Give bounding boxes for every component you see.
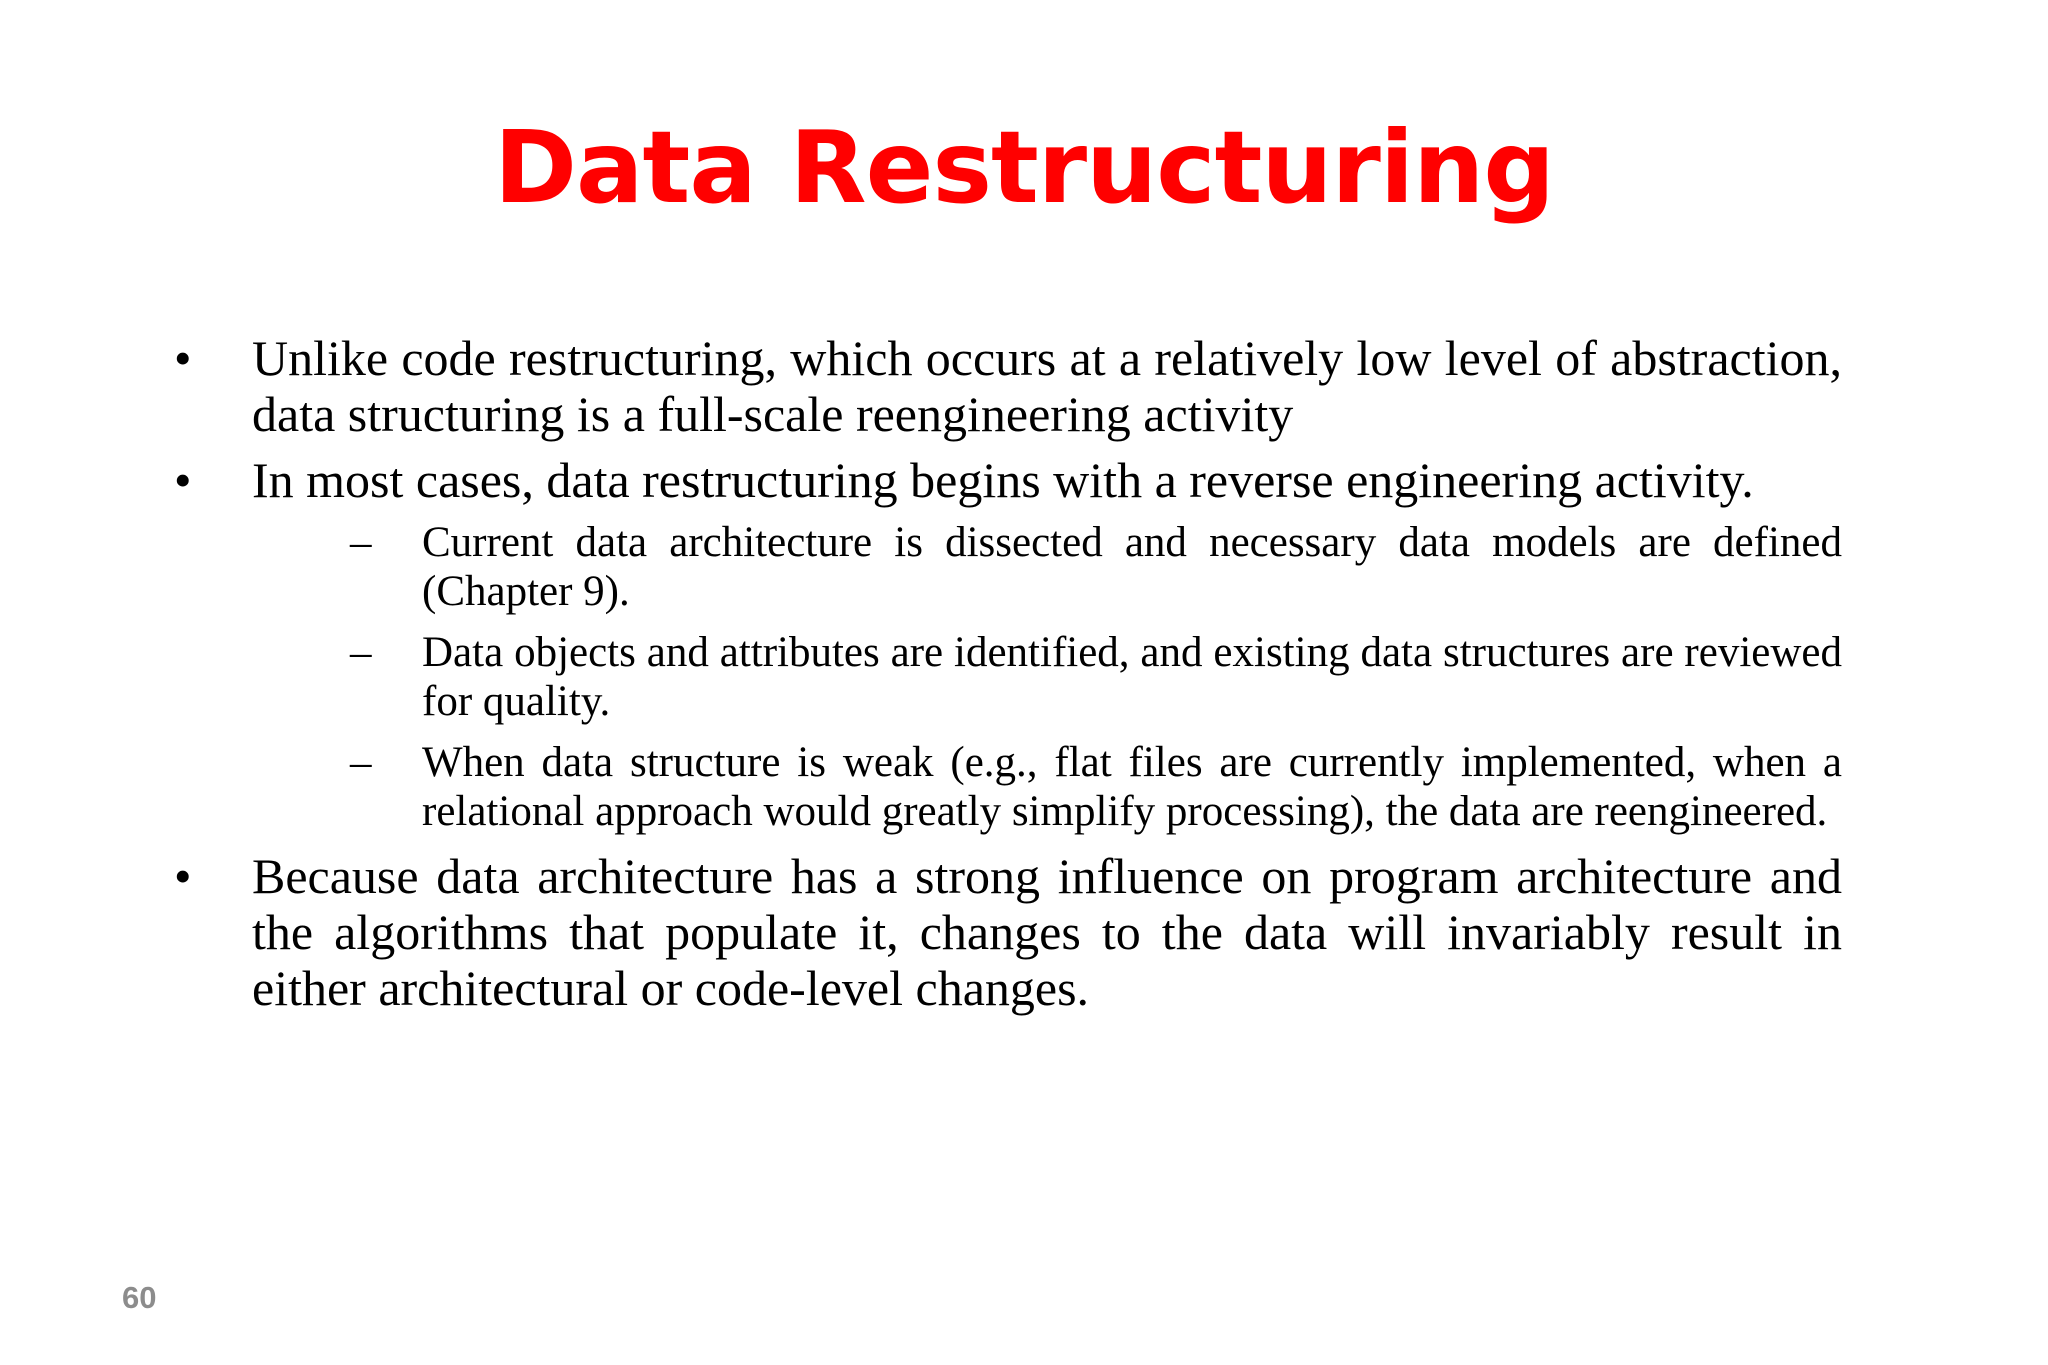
- bullet-list: [170, 330, 1842, 1026]
- bullet-marker: •: [174, 452, 192, 508]
- bullet-text: In most cases, data restructuring begins with a reverse engineering activity.: [252, 452, 1754, 508]
- page-number: 60: [122, 1280, 157, 1315]
- sub-bullet-text: Current data architecture is dissected and necessary data models are defined (Chapter 9).: [422, 519, 1842, 615]
- slide-title: Data Restructuring: [494, 109, 1554, 226]
- sub-bullet-item: [350, 628, 1842, 726]
- dash-marker: –: [350, 739, 372, 786]
- bullet-marker: •: [174, 848, 192, 904]
- bullet-item: [170, 330, 1842, 442]
- sub-bullet-item: [350, 518, 1842, 616]
- bullet-item: [170, 848, 1842, 1016]
- bullet-item: [170, 452, 1842, 508]
- dash-marker: –: [350, 629, 372, 676]
- bullet-text: Because data architecture has a strong influence on program architecture and the algorithms that populate it, changes to the data will invariably result in either architectural or code-level changes.: [252, 848, 1842, 1016]
- sub-bullet-list: [170, 518, 1842, 836]
- sub-bullet-text: Data objects and attributes are identified, and existing data structures are reviewed for quality.: [422, 629, 1842, 725]
- sub-bullet-item: [350, 738, 1842, 836]
- dash-marker: –: [350, 519, 372, 566]
- bullet-marker: •: [174, 330, 192, 386]
- sub-bullet-text: When data structure is weak (e.g., flat files are currently implemented, when a relational approach would greatly simplify processing), the data are reengineered.: [422, 739, 1842, 835]
- bullet-text: Unlike code restructuring, which occurs at a relatively low level of abstraction, data structuring is a full-scale reengineering activity: [252, 330, 1842, 442]
